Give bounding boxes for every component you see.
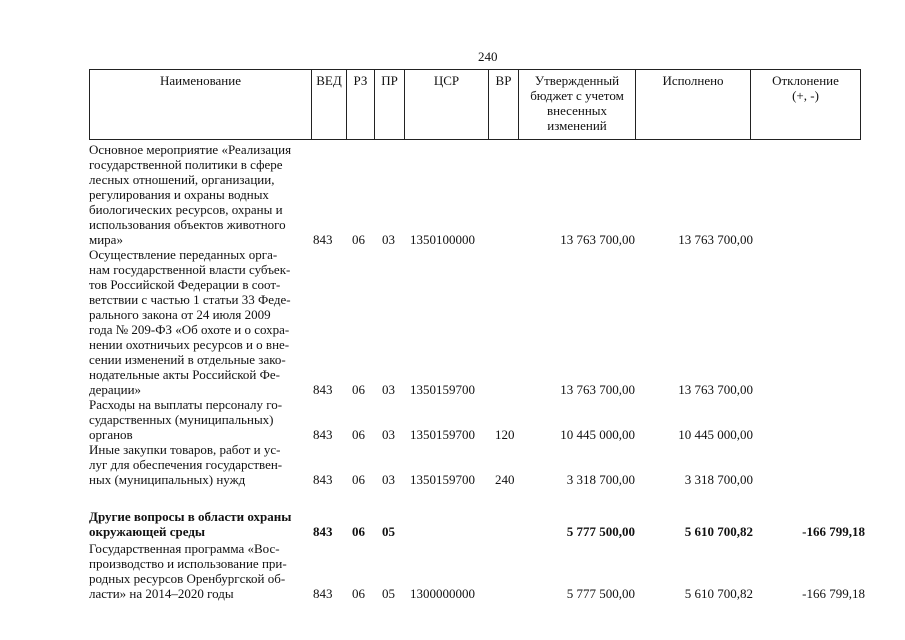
row-approved: 5 777 500,00 xyxy=(566,586,635,601)
header-executed: Исполнено xyxy=(636,70,751,140)
row-rz: 06 xyxy=(352,472,365,487)
row-ved: 843 xyxy=(313,382,333,397)
row-name: Государственная программа «Вос- производство и использование при- родных ресурсов Оренбургской об- ласти» на 2014–2020 годы xyxy=(89,541,287,601)
row-ved: 843 xyxy=(313,232,333,247)
row-executed: 5 610 700,82 xyxy=(684,586,753,601)
row-pr: 05 xyxy=(382,524,395,539)
row-vr: 240 xyxy=(495,472,515,487)
header-ved: ВЕД xyxy=(312,70,347,140)
header-approved: Утвержденный бюджет с учетом внесенных изменений xyxy=(519,70,636,140)
row-pr: 03 xyxy=(382,427,395,442)
header-deviation: Отклонение (+, -) xyxy=(751,70,861,140)
row-executed: 13 763 700,00 xyxy=(678,232,753,247)
row-csr: 1350159700 xyxy=(410,472,475,487)
row-ved: 843 xyxy=(313,427,333,442)
row-pr: 03 xyxy=(382,382,395,397)
header-vr: ВР xyxy=(489,70,519,140)
row-pr: 03 xyxy=(382,232,395,247)
row-deviation: -166 799,18 xyxy=(802,586,865,601)
row-name: Осуществление переданных орга- нам государственной власти субъек- тов Российской Федерации в соот- ветствии с частью 1 статьи 33 Феде- рального закона от 24 июля 2009 года № 209-ФЗ «Об охоте и о сохра- нении охотничьих ресурсов и о вне- сении изменений в отдельные зако- нодательные акты Российской Фе- дерации» xyxy=(89,247,291,397)
row-executed: 10 445 000,00 xyxy=(678,427,753,442)
row-executed: 13 763 700,00 xyxy=(678,382,753,397)
row-approved: 13 763 700,00 xyxy=(560,232,635,247)
page-number: 240 xyxy=(478,49,498,64)
header-pr: ПР xyxy=(375,70,405,140)
header-rz: РЗ xyxy=(347,70,375,140)
row-ved: 843 xyxy=(313,472,333,487)
row-ved: 843 xyxy=(313,586,333,601)
row-pr: 03 xyxy=(382,472,395,487)
row-csr: 1350100000 xyxy=(410,232,475,247)
row-ved: 843 xyxy=(313,524,333,539)
row-approved: 10 445 000,00 xyxy=(560,427,635,442)
table-header xyxy=(89,69,861,140)
row-rz: 06 xyxy=(352,232,365,247)
row-pr: 05 xyxy=(382,586,395,601)
row-rz: 06 xyxy=(352,524,365,539)
row-rz: 06 xyxy=(352,586,365,601)
row-name: Иные закупки товаров, работ и ус- луг для обеспечения государствен- ных (муниципальных) нужд xyxy=(89,442,283,487)
row-deviation: -166 799,18 xyxy=(802,524,865,539)
row-executed: 5 610 700,82 xyxy=(684,524,753,539)
row-rz: 06 xyxy=(352,427,365,442)
row-name: Другие вопросы в области охраны окружающей среды xyxy=(89,509,292,539)
row-approved: 13 763 700,00 xyxy=(560,382,635,397)
header-name: Наименование xyxy=(90,70,312,140)
row-approved: 5 777 500,00 xyxy=(566,524,635,539)
header-csr: ЦСР xyxy=(405,70,489,140)
row-name: Основное мероприятие «Реализация государственной политики в сфере лесных отношений, организации, регулирования и охраны водных биологических ресурсов, охраны и использования объектов животного мира» xyxy=(89,142,292,247)
row-executed: 3 318 700,00 xyxy=(684,472,753,487)
row-rz: 06 xyxy=(352,382,365,397)
row-csr: 1300000000 xyxy=(410,586,475,601)
row-approved: 3 318 700,00 xyxy=(566,472,635,487)
row-vr: 120 xyxy=(495,427,515,442)
row-csr: 1350159700 xyxy=(410,382,475,397)
row-name: Расходы на выплаты персоналу го- сударственных (муниципальных) органов xyxy=(89,397,283,442)
row-csr: 1350159700 xyxy=(410,427,475,442)
